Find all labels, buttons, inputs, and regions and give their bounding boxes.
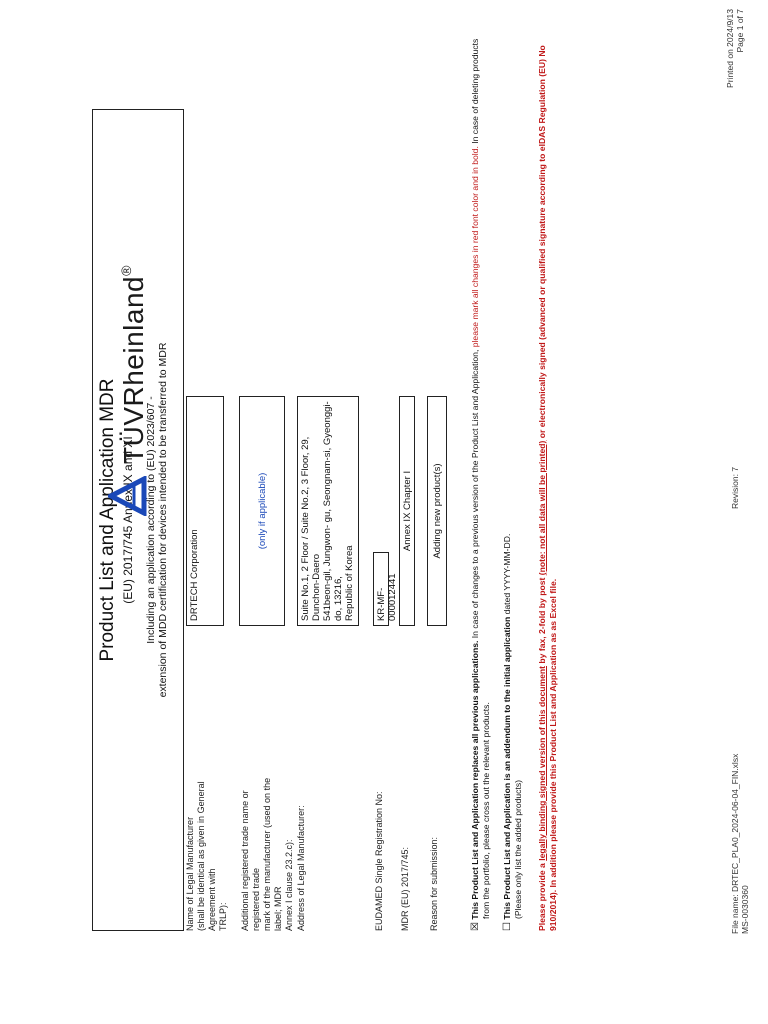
manufacturer-label xyxy=(185,756,229,931)
note3-c: or electronically signed (advanced or qualified signature according to eIDAS Regulation (EU) No xyxy=(537,45,547,441)
note2-line2: (Please only list the added products) xyxy=(513,779,523,919)
trade-name-value: (only if applicable) xyxy=(256,472,268,550)
note3-underline1: legally binding signed version of this document xyxy=(537,665,547,861)
manufacturer-label-line3: TRLP): xyxy=(218,902,228,931)
reason-label: Reason for submission: xyxy=(429,836,439,931)
srn-label: EUDAMED Single Registration No: xyxy=(374,791,384,931)
address-line3: Republic of Korea xyxy=(344,545,355,621)
note-signature-request xyxy=(537,16,559,931)
mdr-field[interactable] xyxy=(399,396,415,626)
note-replaces-applications xyxy=(470,16,492,931)
document-subtitle: (EU) 2017/745 Annex IX and XI xyxy=(121,436,135,604)
trade-name-label-line1: Additional registered trade name or registered trade xyxy=(240,790,261,931)
manufacturer-field[interactable] xyxy=(186,396,224,626)
mdr-value: Annex IX Chapter I xyxy=(401,470,413,552)
address-line1: Suite No.1, 2 Floor / Suite No.2, 3 Floor, 29, Dunchon-Daero xyxy=(300,436,322,621)
manufacturer-label-line2: (shall be identical as given in General Agreement with xyxy=(196,781,217,931)
note3-a: Please provide a xyxy=(537,860,547,931)
mdr-label: MDR (EU) 2017/745: xyxy=(400,846,410,931)
tuv-triangle-logo-icon xyxy=(108,476,148,516)
title-box xyxy=(92,109,184,931)
note2-text: dated YYYY-MM-DD. xyxy=(502,533,512,617)
note-addendum xyxy=(502,16,524,931)
note3-underline2: (note: not all data will be printed) xyxy=(537,440,547,576)
trade-name-field[interactable] xyxy=(239,396,285,626)
srn-field[interactable] xyxy=(373,552,398,626)
reason-value: Adding new product(s) xyxy=(431,463,443,559)
note2-bold: This Product List and Application is an addendum to the initial application xyxy=(502,616,512,920)
reason-field[interactable] xyxy=(427,396,447,626)
trade-name-label xyxy=(240,756,295,931)
tuv-logo-text xyxy=(118,265,150,464)
note1-text2: In case of deleting products xyxy=(470,38,480,147)
registered-mark: ® xyxy=(118,265,134,276)
srn-value: KR-MF-000012441 xyxy=(376,573,398,621)
inclusion-line-1: Including an application according to (EU) 2023/607 - xyxy=(145,396,157,644)
footer-page: Page 1 of 7 xyxy=(735,9,745,53)
note3-line2: 910/2014). In addition please provide this Product List and Application as as Excel file. xyxy=(548,578,558,931)
address-label: Address of Legal Manufacturer: xyxy=(296,805,306,931)
note1-bold: This Product List and Application replaces all previous applications. xyxy=(470,640,480,920)
manufacturer-label-line1: Name of Legal Manufacturer xyxy=(185,816,195,931)
address-line2: 541beon-gil, Jungwon- gu, Seongnam-si, Gyeonggi-do, 13216, xyxy=(322,401,344,621)
note3-b: by fax, 2-fold by post xyxy=(537,575,547,666)
address-field[interactable] xyxy=(297,396,359,626)
logo-wordmark: TÜVRheinland xyxy=(118,275,149,464)
footer-revision: Revision: 7 xyxy=(730,466,740,509)
note1-line2: from the portfolio, please cross out the relevant products. xyxy=(481,702,491,919)
document-title: Product List and Application MDR xyxy=(97,378,118,662)
inclusion-note xyxy=(145,110,169,930)
addendum-checkbox[interactable]: ☐ xyxy=(502,922,513,931)
trade-name-label-line3: Annex I clause 23.2.c): xyxy=(284,839,294,931)
footer-print-info xyxy=(725,9,745,109)
inclusion-line-2: extension of MDD certification for devices intended to be transferred to MDR xyxy=(157,342,169,698)
footer-file-info xyxy=(730,754,750,934)
trade-name-label-line2: mark of the manufacturer (used on the label; MDR xyxy=(262,777,283,931)
footer-file-name: File name: DRTEC_PLA0_2024-06-04_FIN.xlsx xyxy=(730,753,740,934)
note1-text: In case of changes to a previous version of the Product List and Application, xyxy=(470,347,480,641)
manufacturer-value: DRTECH Corporation xyxy=(189,529,200,621)
note1-red: please mark all changes in red font color and in bold. xyxy=(470,146,480,348)
replaces-checkbox[interactable]: ☒ xyxy=(470,922,481,931)
footer-doc-id: MS-0030360 xyxy=(740,885,750,934)
footer-printed: Printed on 2024/9/13 xyxy=(725,9,735,88)
